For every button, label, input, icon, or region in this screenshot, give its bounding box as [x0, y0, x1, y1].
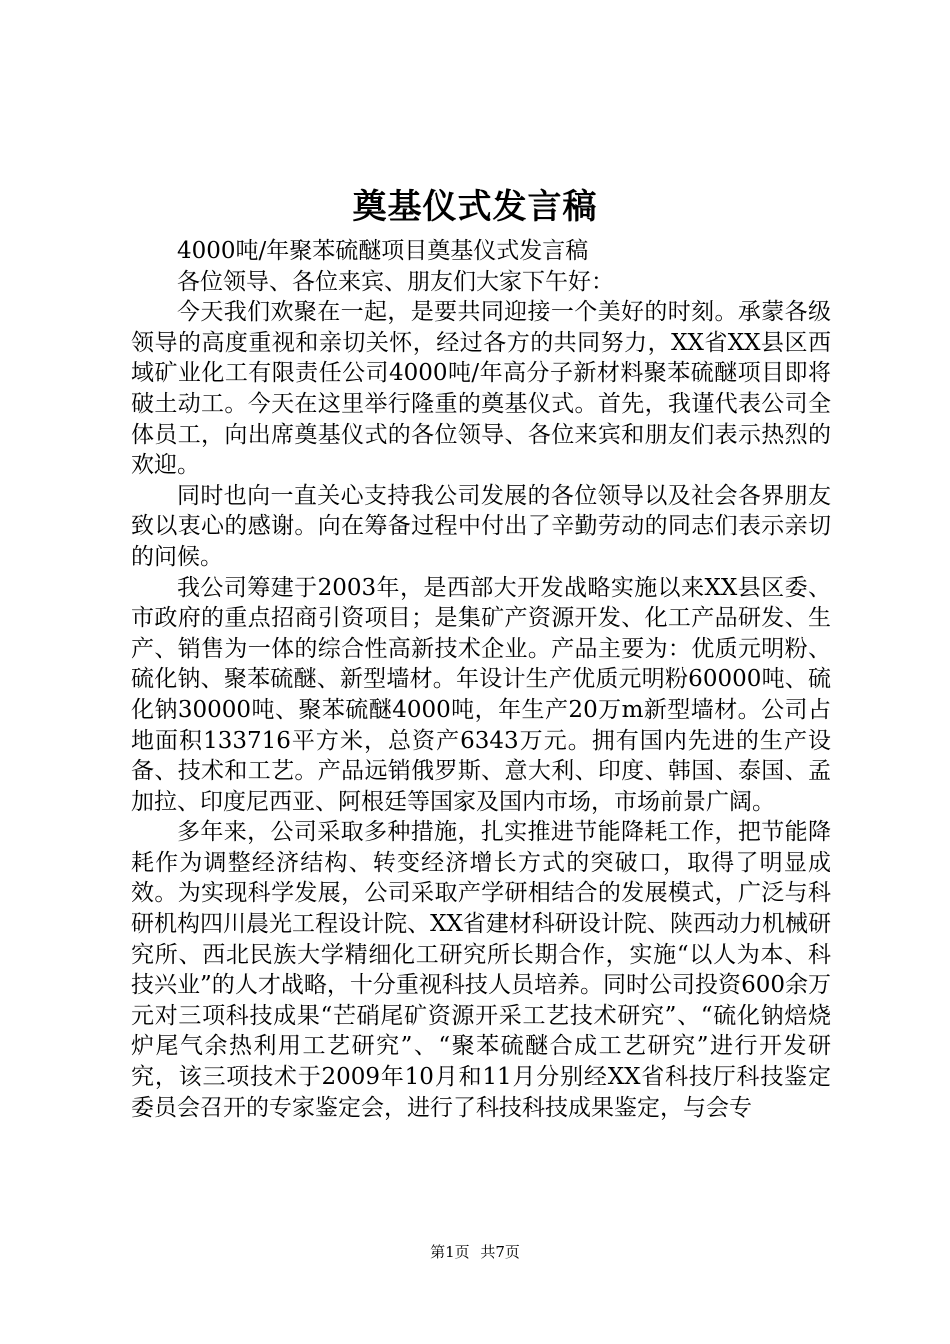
- body-paragraph: 我公司筹建于2003年，是西部大开发战略实施以来XX县区委、市政府的重点招商引资项目；是集矿产资源开发、化工产品研发、生产、销售为一体的综合性高新技术企业。产品主要为：优质元明粉、硫化钠、聚苯硫醚、新型墙材。年设计生产优质元明粉60000吨、硫化钠30000吨、聚苯硫醚4000吨，年生产20万m新型墙材。公司占地面积133716平方米，总资产6343万元。拥有国内先进的生产设备、技术和工艺。产品远销俄罗斯、意大利、印度、韩国、泰国、孟加拉、印度尼西亚、阿根廷等国家及国内市场，市场前景广阔。: [131, 574, 831, 815]
- page-number: 第1页: [430, 1243, 470, 1261]
- greeting-paragraph: 各位领导、各位来宾、朋友们大家下午好：: [177, 268, 614, 295]
- page-total: 共7页: [480, 1243, 520, 1261]
- body-paragraph: 多年来，公司采取多种措施，扎实推进节能降耗工作，把节能降耗作为调整经济结构、转变经济增长方式的突破口，取得了明显成效。为实现科学发展，公司采取产学研相结合的发展模式，广泛与科研机构四川晨光工程设计院、XX省建材科研设计院、陕西动力机械研究所、西北民族大学精细化工研究所长期合作，实施“以人为本、科技兴业”的人才战略，十分重视科技人员培养。同时公司投资600余万元对三项科技成果“芒硝尾矿资源开采工艺技术研究”、“硫化钠焙烧炉尾气余热利用工艺研究”、“聚苯硫醚合成工艺研究”进行开发研究，该三项技术于2009年10月和11月分别经XX省科技厅科技鉴定委员会召开的专家鉴定会，进行了科技科技成果鉴定，与会专: [131, 819, 831, 1121]
- document-body: [131, 236, 831, 1123]
- subtitle-paragraph: 4000吨/年聚苯硫醚项目奠基仪式发言稿: [177, 238, 589, 264]
- page-footer: [0, 1242, 950, 1262]
- body-paragraph: 今天我们欢聚在一起，是要共同迎接一个美好的时刻。承蒙各级领导的高度重视和亲切关怀，经过各方的共同努力，XX省XX县区西域矿业化工有限责任公司4000吨/年高分子新材料聚苯硫醚项目即将破土动工。今天在这里举行隆重的奠基仪式。首先，我谨代表公司全体员工，向出席奠基仪式的各位领导、各位来宾和朋友们表示热烈的欢迎。: [131, 299, 831, 479]
- document-title: 奠基仪式发言稿: [352, 187, 598, 227]
- body-paragraph: 同时也向一直关心支持我公司发展的各位领导以及社会各界朋友致以衷心的感谢。向在筹备过程中付出了辛勤劳动的同志们表示亲切的问候。: [131, 482, 831, 570]
